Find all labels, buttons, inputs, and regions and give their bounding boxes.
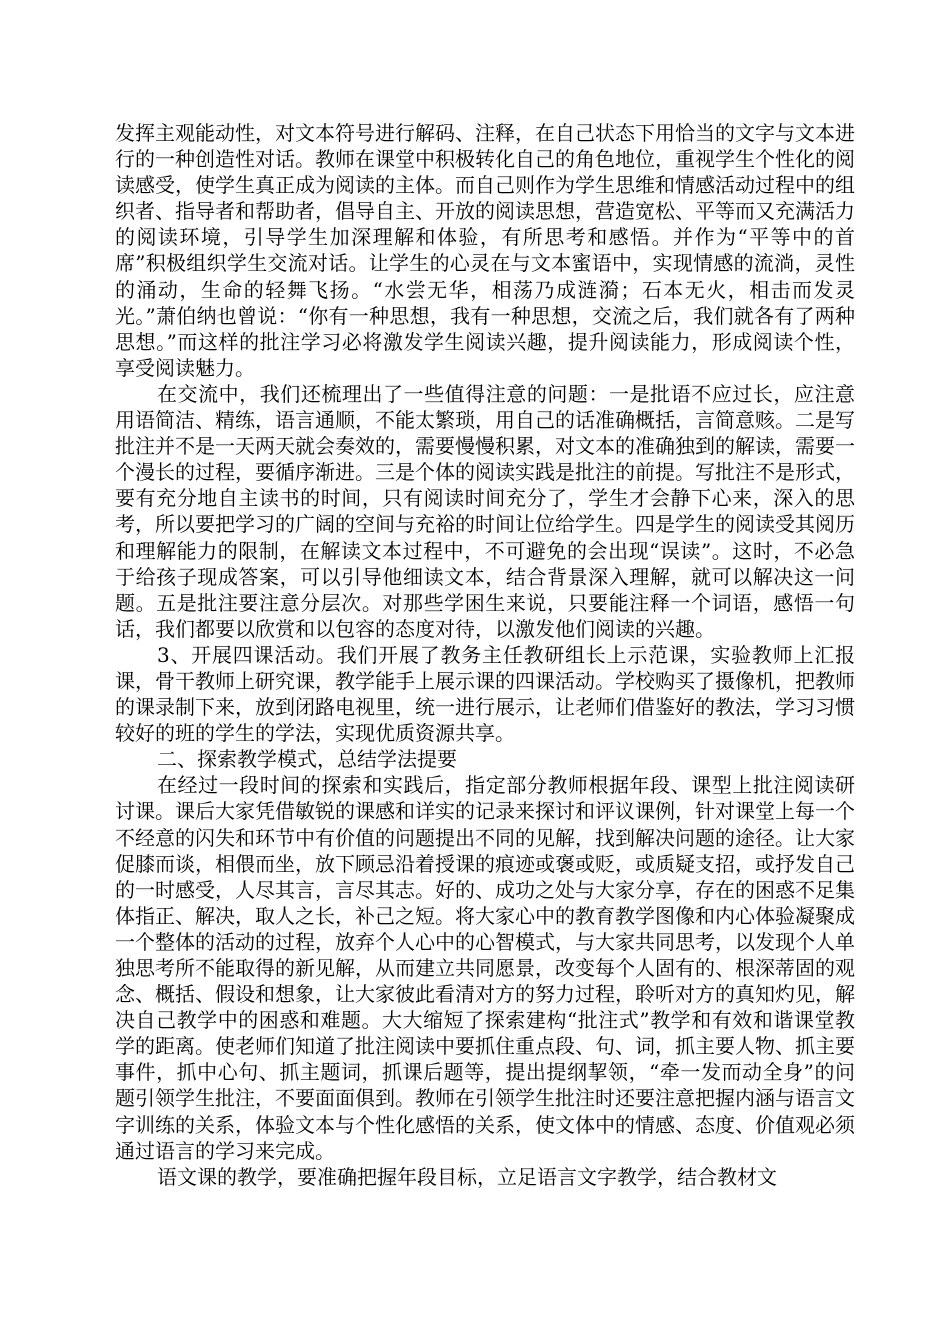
body-paragraph-5: 语文课的教学，要准确把握年段目标，立足语言文字教学，结合教材文 — [157, 1164, 777, 1189]
section-heading: 二、探索教学模式，总结学法提要 — [157, 747, 457, 772]
body-paragraph-1: 发挥主观能动性，对文本符号进行解码、注释，在自己状态下用恰当的文字与文本进行的一种创造性对话。教师在课堂中积极转化自己的角色地位，重视学生个性化的阅读感受，使学生真正成为阅读的主体。而自己则作为学生思维和情感活动过程中的组织者、指导者和帮助者，倡导自主、开放的阅读思想，营造宽松、平等而又充满活力的阅读环境，引导学生加深理解和体验，有所思考和感悟。并作为“平等中的首席”积极组织学生交流对话。让学生的心灵在与文本蜜语中，实现情感的流淌，灵性的涌动，生命的轻舞飞扬。“水尝无华，相荡乃成涟漪；石本无火，相击而发灵光。”萧伯纳也曾说：“你有一种思想，我有一种思想，交流之后，我们就各有了两种思想。”而这样的批注学习必将激发学生阅读兴趣，提升阅读能力，形成阅读个性，享受阅读魅力。 — [115, 121, 855, 380]
body-paragraph-3: 3、开展四课活动。我们开展了教务主任教研组长上示范课，实验教师上汇报课，骨干教师上研究课，教学能手上展示课的四课活动。学校购买了摄像机，把教师的课录制下来，放到闭路电视里，统一进行展示，让老师们借鉴好的教法，学习习惯较好的班的学生的学法，实现优质资源共享。 — [115, 642, 855, 746]
document-page — [115, 120, 855, 1190]
body-paragraph-2: 在交流中，我们还梳理出了一些值得注意的问题：一是批语不应过长，应注意用语简洁、精练，语言通顺，不能太繁琐，用自己的话准确概括，言简意赅。二是写批注并不是一天两天就会奏效的，需要慢慢积累，对文本的准确独到的解读，需要一个漫长的过程，要循序渐进。三是个体的阅读实践是批注的前提。写批注不是形式，要有充分地自主读书的时间，只有阅读时间充分了，学生才会静下心来，深入的思考，所以要把学习的广阔的空间与充裕的时间让位给学生。四是学生的阅读受其阅历和理解能力的限制，在解读文本过程中，不可避免的会出现“误读”。这时，不必急于给孩子现成答案，可以引导他细读文本，结合背景深入理解，就可以解决这一问题。五是批注要注意分层次。对那些学困生来说，只要能注释一个词语，感悟一句话，我们都要以欣赏和以包容的态度对待，以激发他们阅读的兴趣。 — [115, 381, 855, 641]
body-paragraph-4: 在经过一段时间的探索和实践后，指定部分教师根据年段、课型上批注阅读研讨课。课后大家凭借敏锐的课感和详实的记录来探讨和评议课例，针对课堂上每一个不经意的闪失和环节中有价值的问题提出不同的见解，找到解决问题的途径。让大家促膝而谈，相偎而坐，放下顾忌沿着授课的痕迹或褒或贬，或质疑支招，或抒发自己的一时感受，人尽其言，言尽其志。好的、成功之处与大家分享，存在的困惑不足集体指正、解决，取人之长，补己之短。将大家心中的教育教学图像和内心体验凝聚成一个整体的活动的过程，放弃个人心中的心智模式，与大家共同思考，以发现个人单独思考所不能取得的新见解，从而建立共同愿景，改变每个人固有的、根深蒂固的观念、概括、假设和想象，让大家彼此看清对方的努力过程，聆听对方的真知灼见，解决自己教学中的困惑和难题。大大缩短了探索建构“批注式”教学和有效和谐课堂教学的距离。使老师们知道了批注阅读中要抓住重点段、句、词，抓主要人物、抓主要事件，抓中心句、抓主题词，抓课后题等，提出提纲挈领，“牵一发而动全身”的问题引领学生批注，不要面面俱到。教师在引领学生批注时还要注意把握内涵与语言文字训练的关系，体验文本与个性化感悟的关系，使文体中的情感、态度、价值观必须通过语言的学习来完成。 — [115, 773, 855, 1163]
